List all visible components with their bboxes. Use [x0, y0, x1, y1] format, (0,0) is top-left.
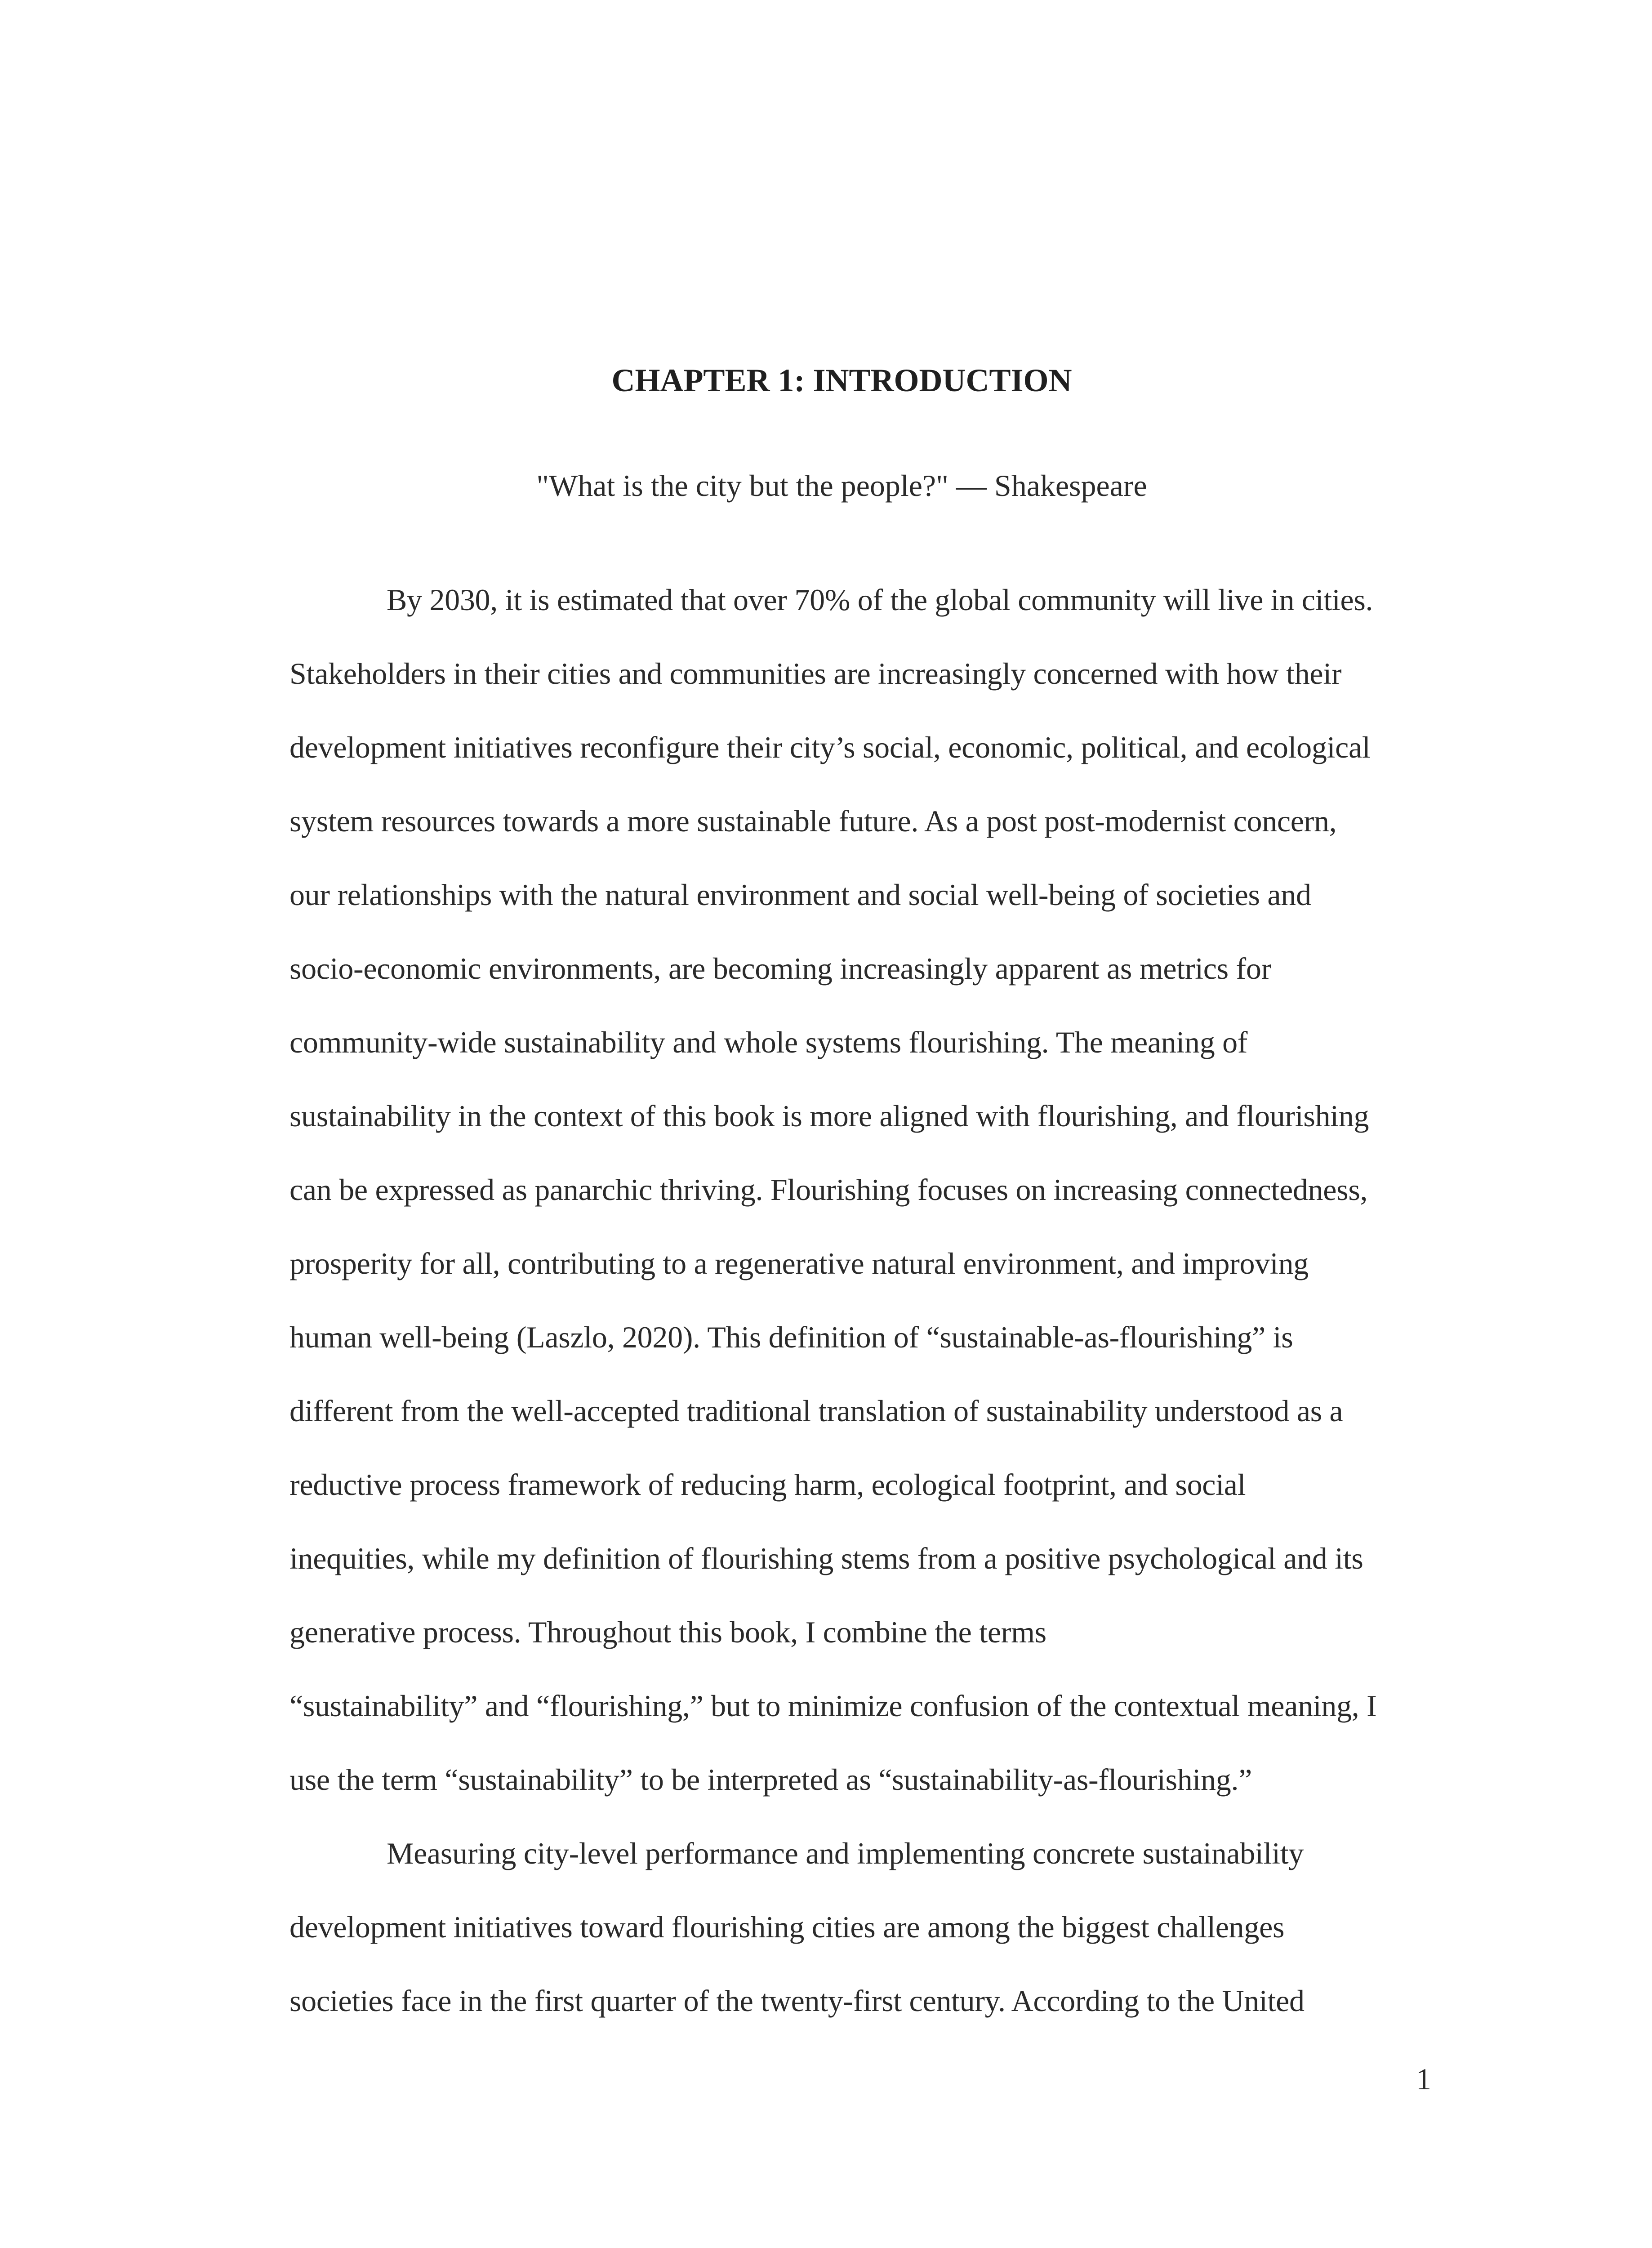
text-line: system resources towards a more sustainable future. As a post post-modernist concern, — [289, 804, 1337, 838]
epigraph-quote: "What is the city but the people?" — Shakespeare — [536, 468, 1147, 503]
text-line: By 2030, it is estimated that over 70% of the global community will live in cities. — [387, 583, 1373, 617]
text-line: Stakeholders in their cities and communities are increasingly concerned with how their — [289, 656, 1342, 691]
text-line: “sustainability” and “flourishing,” but to minimize confusion of the contextual meaning, I — [289, 1689, 1377, 1723]
text-line: community-wide sustainability and whole systems flourishing. The meaning of — [289, 1025, 1248, 1059]
text-line: generative process. Throughout this book, I combine the terms — [289, 1615, 1046, 1649]
text-line: use the term “sustainability” to be interpreted as “sustainability-as-flourishing.” — [289, 1762, 1252, 1797]
chapter-title: CHAPTER 1: INTRODUCTION — [611, 362, 1072, 398]
text-line: socio-economic environments, are becoming increasingly apparent as metrics for — [289, 951, 1271, 986]
page-number: 1 — [1416, 2062, 1431, 2096]
text-line: sustainability in the context of this book is more aligned with flourishing, and flourishing — [289, 1099, 1369, 1133]
text-line: our relationships with the natural environment and social well-being of societies and — [289, 878, 1311, 912]
text-line: inequities, while my definition of flourishing stems from a positive psychological and its — [289, 1541, 1363, 1575]
text-line: development initiatives toward flourishing cities are among the biggest challenges — [289, 1910, 1285, 1944]
text-line: societies face in the first quarter of the twenty-first century. According to the United — [289, 1984, 1305, 2018]
text-line: prosperity for all, contributing to a regenerative natural environment, and improving — [289, 1246, 1309, 1280]
body-text — [289, 584, 1445, 2059]
text-line: development initiatives reconfigure their city’s social, economic, political, and ecological — [289, 730, 1371, 764]
text-line: Measuring city-level performance and implementing concrete sustainability — [387, 1836, 1304, 1870]
text-line: human well-being (Laszlo, 2020). This definition of “sustainable-as-flourishing” is — [289, 1320, 1293, 1354]
text-line: can be expressed as panarchic thriving. Flourishing focuses on increasing connectedness, — [289, 1173, 1368, 1207]
text-line: different from the well-accepted traditional translation of sustainability understood as a — [289, 1394, 1343, 1428]
text-line: reductive process framework of reducing harm, ecological footprint, and social — [289, 1467, 1246, 1502]
